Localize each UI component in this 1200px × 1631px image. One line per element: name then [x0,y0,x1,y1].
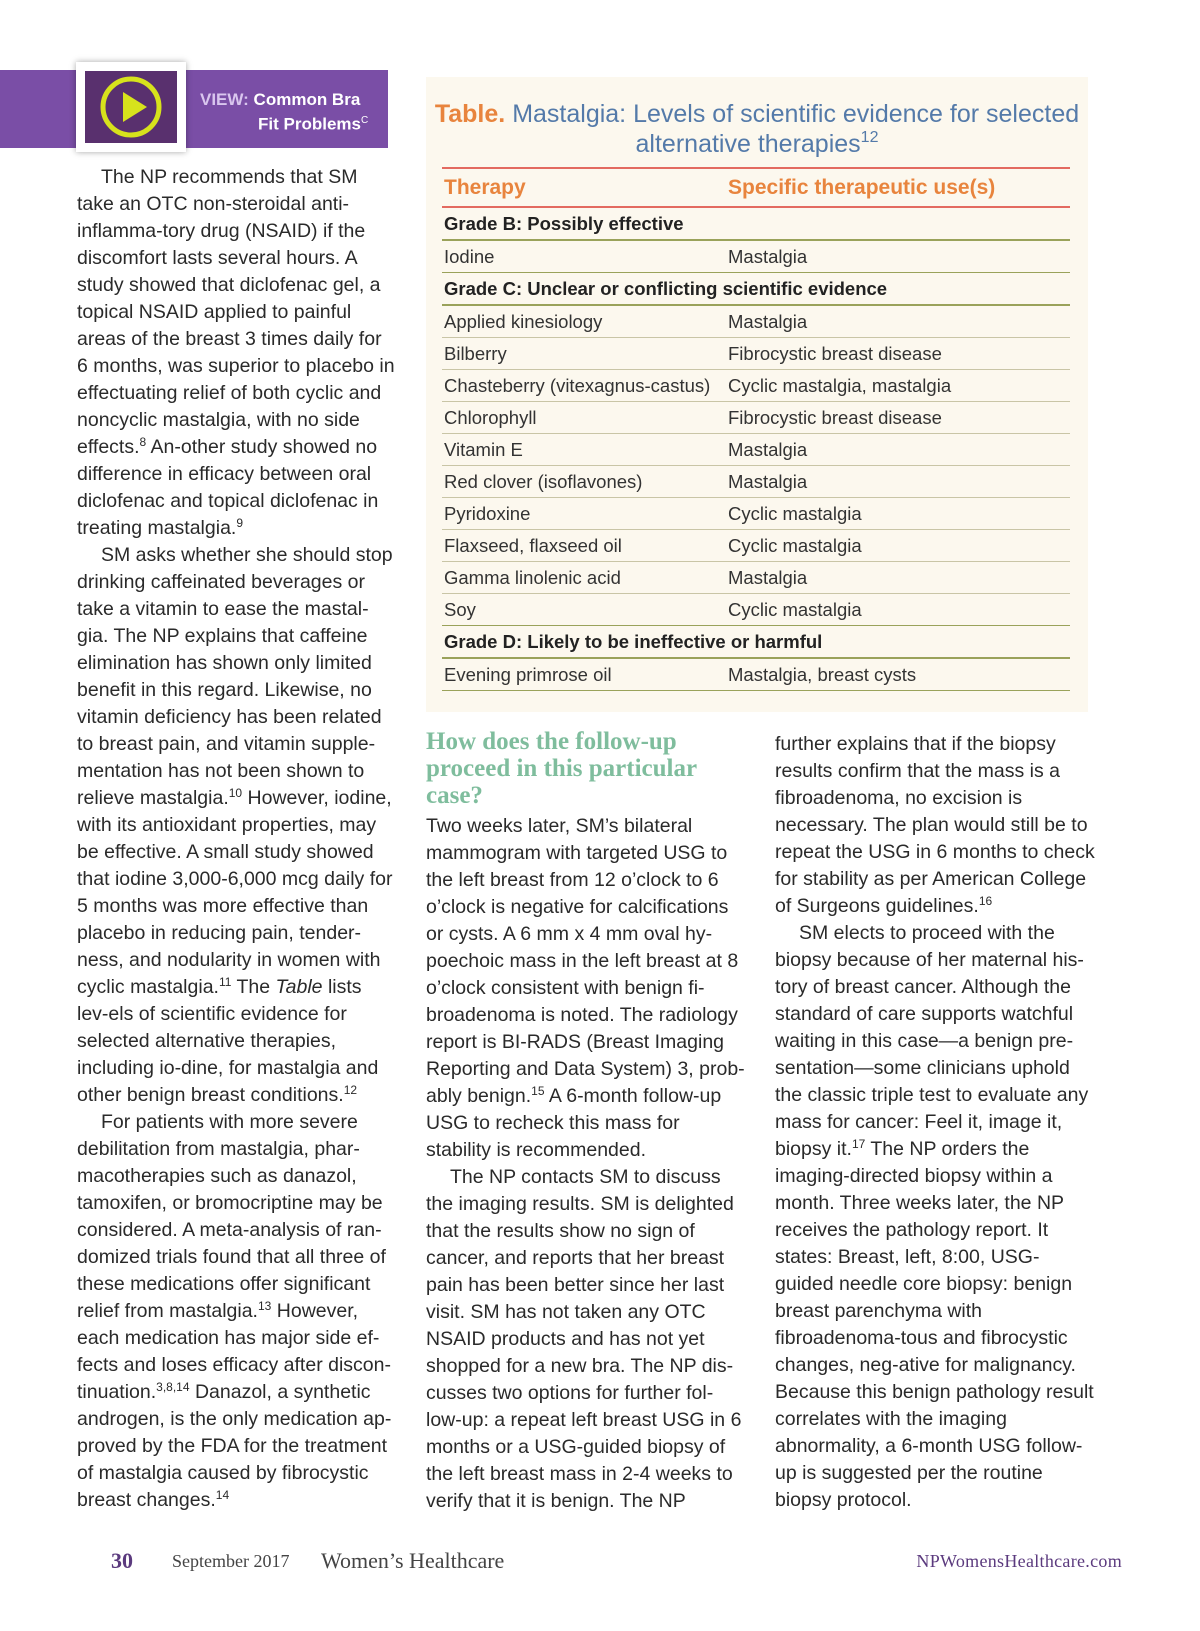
table-row: Red clover (isoflavones) Mastalgia [442,466,1070,498]
section-heading: How does the follow-up proceed in this particular case? [426,728,697,809]
table-header-row [442,168,1070,207]
play-icon[interactable] [98,74,164,140]
citation: 17 [851,1137,866,1151]
table-caption-text: Mastalgia: Levels of scientific evidence for selected alternative therapies [512,100,1080,158]
citation: 14 [215,1488,230,1502]
citation: 3,8,14 [156,1380,190,1394]
citation: 15 [531,1084,545,1098]
citation: 16 [978,894,993,908]
citation: 11 [218,975,232,989]
citation: 8 [139,435,147,449]
table-row: Pyridoxine Cyclic mastalgia [442,498,1070,530]
header-use: Specific therapeutic use(s) [726,168,1070,207]
video-title-line2: Fit Problems [258,114,361,134]
paragraph: The NP contacts SM to discuss the imaging results. SM is delighted that the results show no sign of cancer, and reports that her breast pain has been better since her last visit. SM has not taken any OTC NSAID products and has not yet shopped for a new bra. The NP dis-cusses two options for further fol-low-up: a repeat left breast USG in 6 months or a USG-guided biopsy of the left breast mass in 2-4 weeks to verify that it is benign. The NP [426,1166,742,1512]
header-therapy: Therapy [442,168,726,207]
paragraph: Two weeks later, SM’s bilateral mammogram with targeted USG to the left breast from 12 o’clock to 6 o’clock is negative for calcifications or cysts. A 6 mm x 4 mm oval hy-poechoic mass in the left breast at 8 o’clock consistent with benign fi-broadenoma is noted. The radiology report is BI-RADS (Breast Imaging Reporting and Data System) 3, prob-ably benign.$^{15}$ A 6-month follow-up USG to recheck this mass for stability is recommended. [426,815,745,1161]
grade-row: Grade C: Unclear or conflicting scientific evidence [442,273,1070,306]
video-marker: C [360,115,369,126]
paragraph: SM asks whether she should stop drinking caffeinated beverages or take a vitamin to ease the mastal-gia. The NP explains that caffeine elimination has shown only limited benefit in this regard. Likewise, no vitamin deficiency has been related to breast pain, and vitamin supple-mentation has not been shown to relieve mastalgia.$^{10}$ However, iodine, with its antioxidant properties, may be effective. A small study showed that iodine 3,000-6,000 mcg daily for 5 months was more effective than placebo in reducing pain, tender-ness, and nodularity in women with cyclic mastalgia.$^{11}$ The Table lists lev-els of scientific evidence for selected alternative therapies, including io-dine, for mastalgia and other benign breast conditions.$^{12}$ [77,544,393,1106]
video-prefix: VIEW: [200,90,249,109]
table-row: Applied kinesiology Mastalgia [442,305,1070,338]
citation: 12 [860,129,879,146]
paragraph: The NP recommends that SM take an OTC non-steroidal anti-inflamma-tory drug (NSAID) if the discomfort lasts several hours. A study showed that diclofenac gel, a topical NSAID applied to painful areas of the breast 3 times daily for 6 months, was superior to placebo in effectuating relief of both cyclic and noncyclic mastalgia, with no side effects.$^8$ An-other study showed no difference in efficacy between oral diclofenac and topical diclofenac in treating mastalgia.$^9$ [77,166,395,539]
table-row: Soy Cyclic mastalgia [442,594,1070,626]
paragraph: SM elects to proceed with the biopsy because of her maternal his-tory of breast cancer. Although the standard of care supports watchful waiting in this case—a benign pre-sentation—some clinicians uphold the classic triple test to evaluate any mass for cancer: Feel it, image it, biopsy it.$^{17}$ The NP orders the imaging-directed biopsy within a month. Three weeks later, the NP receives the pathology report. It states: Breast, left, 8:00, USG-guided needle core biopsy: benign breast parenchyma with fibroadenoma-tous and fibrocystic changes, neg-ative for malignancy. Because this benign pathology result correlates with the imaging abnormality, a 6-month USG follow-up is suggested per the routine biopsy protocol. [775,922,1094,1511]
column-middle [426,813,746,1515]
paragraph: further explains that if the biopsy results confirm that the mass is a fibroadenoma, no excision is necessary. The plan would still be to repeat the USG in 6 months to check for stability as per American College of Surgeons guidelines.$^{16}$ [775,733,1095,917]
table-row: Chlorophyll Fibrocystic breast disease [442,402,1070,434]
issue-date: September 2017 [172,1551,290,1571]
grade-row: Grade B: Possibly effective [442,207,1070,240]
journal-title: Women’s Healthcare [321,1548,505,1573]
table-row: Bilberry Fibrocystic breast disease [442,338,1070,370]
evidence-table-box [426,77,1088,712]
column-left [77,164,397,1514]
table-caption [426,99,1088,159]
table-row: Chasteberry (vitexagnus-castus) Cyclic mastalgia, mastalgia [442,370,1070,402]
table-row: Iodine Mastalgia [442,240,1070,273]
table-label: Table. [434,100,506,128]
website-link[interactable]: NPWomensHealthcare.com [916,1551,1122,1571]
citation: 9 [236,516,244,530]
evidence-table [442,167,1070,691]
page-footer [0,1548,1200,1578]
table-row: Evening primrose oil Mastalgia, breast cysts [442,658,1070,691]
table-row: Vitamin E Mastalgia [442,434,1070,466]
table-reference: Table [275,976,323,998]
citation: 12 [343,1083,358,1097]
video-title[interactable] [200,89,380,135]
citation: 10 [228,786,243,800]
paragraph: For patients with more severe debilitation from mastalgia, phar-macotherapies such as danazol, tamoxifen, or bromocriptine may be considered. A meta-analysis of ran-domized trials found that all three of these medications offer significant relief from mastalgia.$^{13}$ However, each medication has major side ef-fects and loses efficacy after discon-tinuation.$^{3,8,14}$ Danazol, a synthetic androgen, is the only medication ap-proved by the FDA for the treatment of mastalgia caused by fibrocystic breast changes.$^{14}$ [77,1111,392,1511]
column-right [775,731,1095,1514]
grade-row: Grade D: Likely to be ineffective or harmful [442,626,1070,659]
citation: 13 [257,1299,272,1313]
table-row: Flaxseed, flaxseed oil Cyclic mastalgia [442,530,1070,562]
table-row: Gamma linolenic acid Mastalgia [442,562,1070,594]
video-thumbnail[interactable] [76,62,186,152]
page-number: 30 [111,1548,133,1573]
video-title-line1: Common Bra [253,90,361,109]
